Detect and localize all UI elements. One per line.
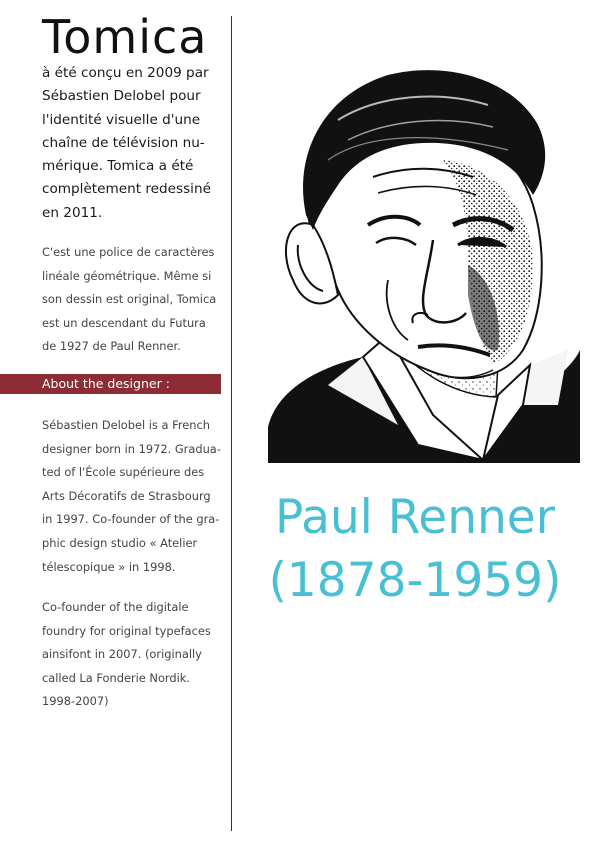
about-designer-banner: About the designer : <box>0 374 221 394</box>
body-line: son dessin est original, Tomica <box>42 292 217 307</box>
body-line: Sébastien Delobel is a French <box>42 418 210 432</box>
intro-line: l'identité visuelle d'une <box>42 111 201 128</box>
column-divider <box>231 16 232 831</box>
body-line: in 1997. Co-founder of the gra- <box>42 512 220 527</box>
body-line: est un descendant du Futura <box>42 315 206 330</box>
body-line: télescopique » in 1998. <box>42 559 176 574</box>
body-line: called La Fonderie Nordik. <box>42 670 191 685</box>
page-title: Tomica <box>42 10 208 64</box>
body-line: ainsifont in 2007. (originally <box>42 647 202 662</box>
body-line: ted of l'École supérieure des <box>42 465 205 480</box>
designer-bio-paragraph <box>42 414 227 579</box>
intro-line: chaîne de télévision nu- <box>42 134 205 151</box>
designer-name: Paul Renner <box>274 490 556 545</box>
body-line: Arts Décoratifs de Strasbourg <box>42 488 211 503</box>
body-line: phic design studio « Atelier <box>42 535 198 550</box>
intro-line: mérique. Tomica a été <box>42 158 194 175</box>
intro-line: Sébastien Delobel pour <box>42 88 201 105</box>
body-line: foundry for original typefaces <box>42 623 211 638</box>
body-line: Co-founder of the digitale <box>42 600 189 614</box>
body-line: de 1927 de Paul Renner. <box>42 339 181 354</box>
designer-lifespan: (1878-1959) <box>268 553 562 608</box>
intro-paragraph <box>42 62 227 225</box>
body-line: C'est une police de caractères <box>42 245 215 259</box>
body-line: linéale géométrique. Même si <box>42 268 212 283</box>
intro-line: en 2011. <box>42 204 103 221</box>
body-line: 1998-2007) <box>42 694 109 709</box>
intro-line: à été conçu en 2009 par <box>42 65 209 81</box>
typeface-description-paragraph <box>42 241 227 359</box>
foundry-paragraph <box>42 596 227 714</box>
intro-line: complètement redessiné <box>42 181 211 198</box>
portrait-illustration <box>268 65 580 463</box>
body-line: designer born in 1972. Gradua- <box>42 441 221 456</box>
